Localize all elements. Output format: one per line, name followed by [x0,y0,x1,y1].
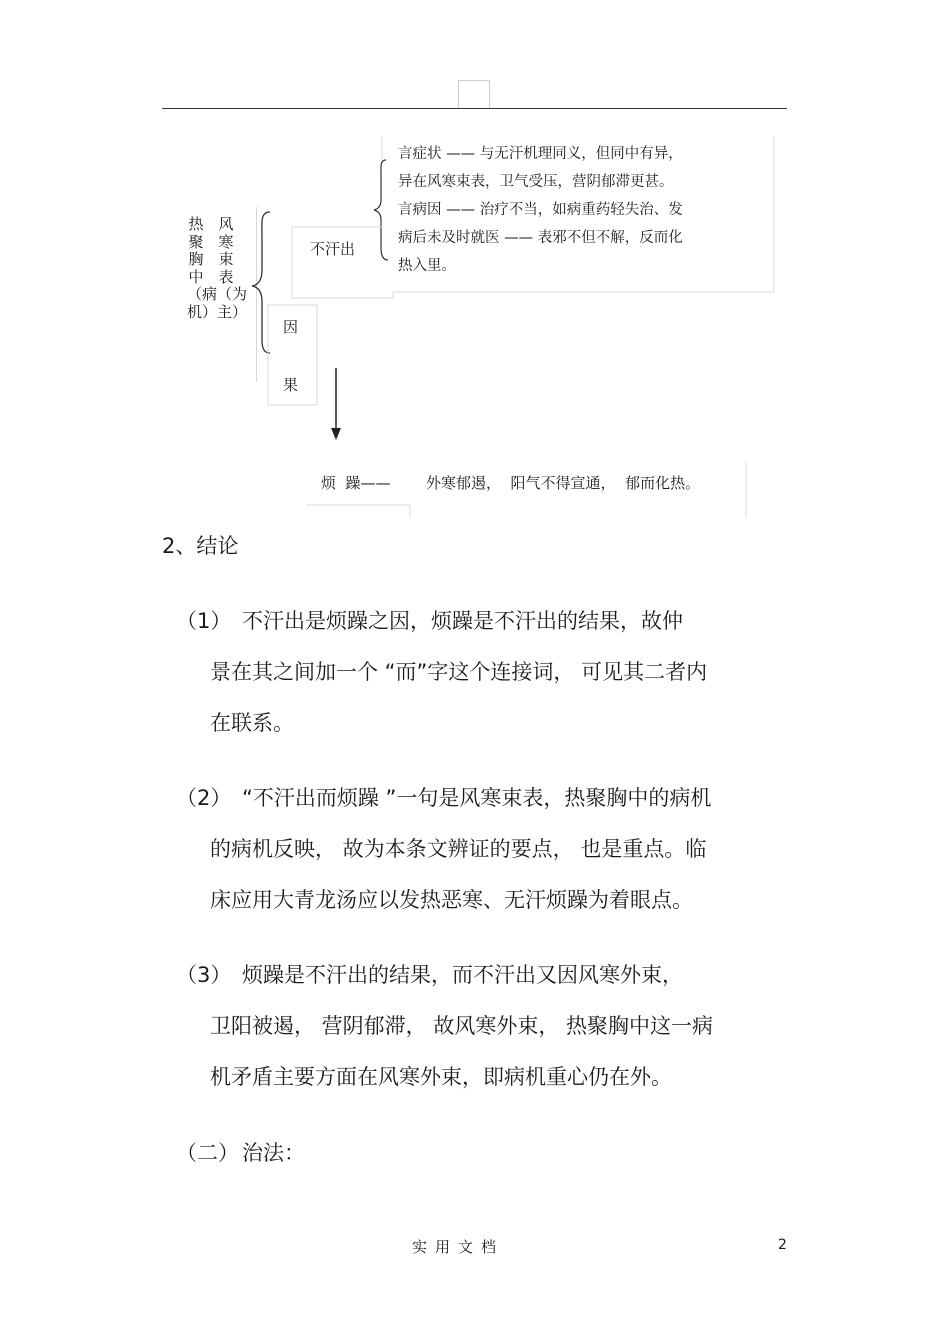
cause-char: 因 [283,318,299,336]
item-line: 景在其之间加一个 “而”字这个连接词， 可见其二者内 [210,660,708,684]
notes-brace [374,160,388,260]
section-heading: 2、结论 [162,534,239,558]
item-line: 在联系。 [210,711,294,735]
conclusion-item-1 [176,596,796,749]
large-brace [252,212,270,353]
item-line: 烦躁是不汗出的结果，而不汗出又因风寒外束， [242,963,683,987]
item-label: （1） [176,609,232,633]
item-line: 不汗出是烦躁之因，烦躁是不汗出的结果，故仲 [242,609,683,633]
subheading [176,1128,305,1179]
footer-text: 实用文档 [412,1238,505,1256]
conclusion-item-2 [176,773,796,926]
subheading-text: 治法： [242,1141,305,1165]
cause-label: 风寒束表（为主） [217,215,248,321]
item-line: 的病机反映， 故为本条文辨证的要点， 也是重点。临 [210,837,707,861]
item-line: 卫阳被遏， 营阴郁滞， 故风寒外束， 热聚胸中这一病 [210,1014,714,1038]
irritability-label: 烦 躁—— [321,474,391,492]
result-char: 果 [283,376,299,394]
irritability-text: 外寒郁遏， 阳气不得宣通， 郁而化热。 [426,474,701,492]
no-sweat-label: 不汗出 [310,240,356,258]
arrow-head [331,428,341,440]
note-line: 言病因 —— 治疗不当，如病重药轻失治、发 [398,202,683,218]
item-line: “不汗出而烦躁 ”一句是风寒束表，热聚胸中的病机 [242,786,712,810]
note-line: 言症状 —— 与无汗机理同义，但同中有异， [398,146,683,162]
page-number: 2 [778,1237,787,1253]
note-line: 热入里。 [398,258,456,274]
note-line: 病后未及时就医 —— 表邪不但不解，反而化 [398,230,683,246]
subheading-label: （二） [176,1141,239,1165]
pathogenesis-label: 热聚胸中（病机） [187,215,218,321]
item-label: （3） [176,963,232,987]
item-label: （2） [176,786,232,810]
item-line: 床应用大青龙汤应以发热恶寒、无汗烦躁为着眼点。 [210,888,693,912]
item-line: 机矛盾主要方面在风寒外束，即病机重心仍在外。 [210,1065,672,1089]
notes-block [398,140,768,280]
note-line: 异在风寒束表，卫气受压，营阴郁滞更甚。 [398,174,674,190]
conclusion-item-3 [176,950,796,1103]
